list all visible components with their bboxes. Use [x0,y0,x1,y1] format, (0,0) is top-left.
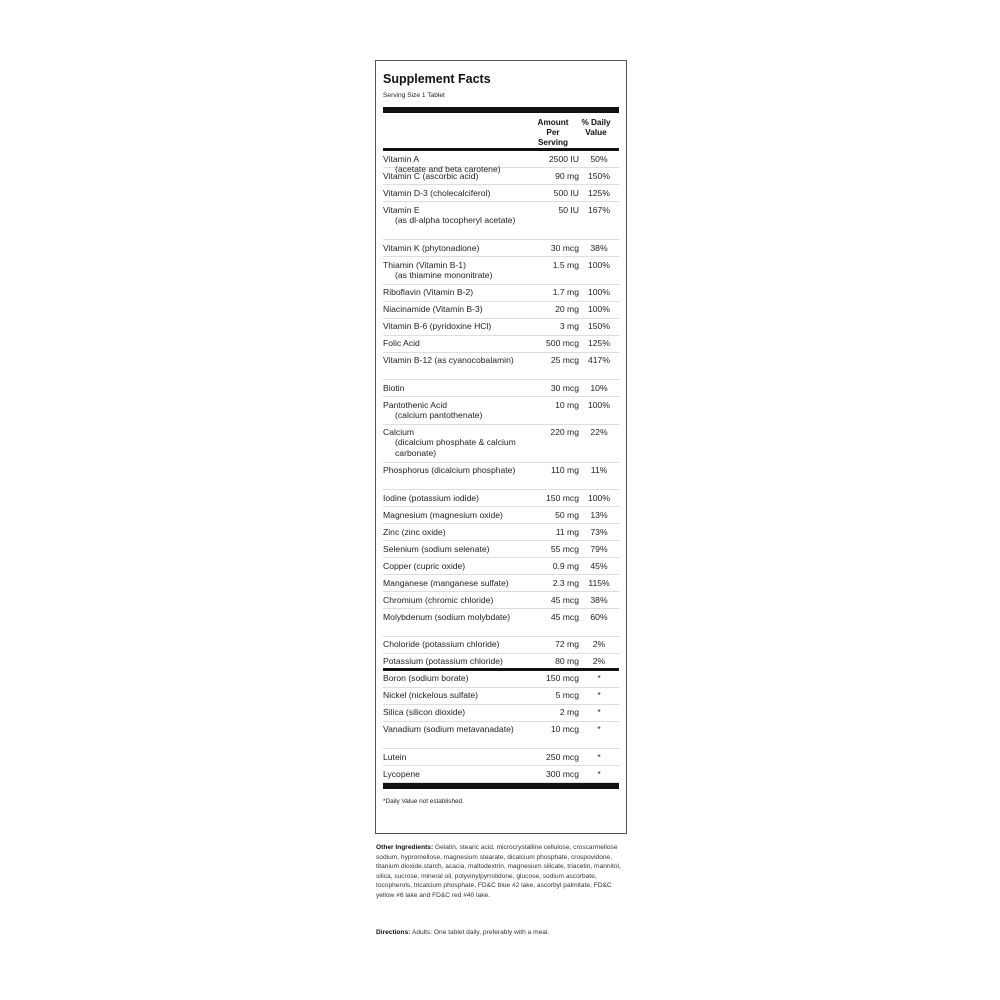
nutrient-name: Biotin [383,382,405,393]
nutrient-row [383,592,619,609]
nutrient-name: Calcium [383,427,415,437]
nutrient-amount: 90 mg [555,170,579,181]
nutrient-name-cell [383,578,537,592]
nutrient-name-cell [383,338,537,352]
nutrient-name-cell [383,205,537,240]
nutrient-amount: 10 mg [555,399,579,410]
nutrient-name-cell [383,752,537,766]
column-header [383,113,619,151]
nutrient-amount: 2 mg [559,707,579,717]
nutrient-name-cell [383,383,537,397]
nutrient-row [383,302,619,319]
nutrient-name-cell [383,561,537,575]
nutrient-name: Vitamin E [383,204,420,215]
nutrient-name-cell [383,724,537,748]
other-ingredients-label: Other Ingredients: [376,844,434,851]
nutrient-amount: 50 mg [555,509,579,520]
nutrient-row [383,240,619,257]
nutrient-daily-value: * [597,707,601,717]
nutrient-name: Boron (sodium borate) [383,673,469,683]
nutrient-name: Vanadium (sodium metavanadate) [383,724,514,734]
nutrient-source: (acetate and beta carotene) [395,163,501,174]
nutrient-name: Iodine (potassium iodide) [383,492,480,503]
nutrient-row [383,507,619,524]
nutrient-row [383,353,619,381]
nutrient-row [383,575,619,592]
nutrient-name: Lutein [383,751,407,762]
nutrient-name: Molybdenum (sodium molybdate) [383,611,511,622]
nutrient-row [383,425,619,463]
nutrient-amount: 5 mcg [555,690,579,700]
nutrient-name-cell [383,171,537,185]
nutrient-amount: 2.3 mg [552,577,579,588]
nutrient-amount: 500 mcg [546,338,579,348]
nutrient-name: Vitamin A [383,153,420,164]
nutrient-daily-value: 115% [588,577,610,588]
nutrient-daily-value: 100% [588,287,610,297]
nutrient-name-cell [383,690,537,704]
nutrient-row [383,151,619,174]
nutrient-row [383,654,619,671]
nutrient-name-cell [383,527,537,541]
nutrient-daily-value: 150% [588,170,610,181]
nutrient-name-cell [383,304,537,318]
nutrient-source: (as dl-alpha tocopheryl acetate) [395,214,516,225]
nutrient-amount: 55 mcg [550,543,579,554]
nutrient-name: Lycopene [383,768,420,779]
nutrient-name: Magnesium (magnesium oxide) [383,509,503,520]
nutrient-row [383,490,619,507]
nutrient-name: Potassium (potassium chloride) [383,656,503,666]
nutrient-daily-value: * [597,751,601,762]
nutrient-amount: 10 mcg [550,724,579,734]
nutrient-row [383,541,619,558]
nutrient-amount: 250 mcg [546,751,579,762]
directions [376,928,621,937]
nutrient-name: Thiamin (Vitamin B-1) [383,259,466,270]
nutrient-name-cell [383,153,537,174]
directions-label: Directions: [376,929,411,936]
nutrient-name-cell [383,769,537,783]
nutrient-amount: 25 mcg [550,355,579,365]
nutrient-name: Vitamin B-6 (pyridoxine HCl) [383,321,492,331]
nutrient-name-cell [383,321,537,335]
nutrient-name-cell [383,656,537,668]
nutrient-row [383,319,619,336]
nutrient-daily-value: 38% [590,594,608,605]
nutrient-daily-value: 125% [588,338,610,348]
nutrient-name: Phosphorus (dicalcium phosphate) [383,465,516,475]
nutrient-name-cell [383,400,537,424]
nutrient-row [383,185,619,202]
nutrient-daily-value: 125% [588,187,610,198]
nutrient-row [383,257,619,285]
nutrient-name: Vitamin D-3 (cholecalciferol) [383,187,491,198]
nutrient-name: Vitamin K (phytonadione) [383,242,480,253]
daily-value-header: % Daily Value [581,118,611,137]
nutrient-row [383,336,619,353]
nutrient-name: Manganese (manganese sulfate) [383,577,509,588]
nutrient-name: Riboflavin (Vitamin B-2) [383,287,474,297]
nutrient-amount: 0.9 mg [552,560,579,571]
bottom-divider-bar [383,783,619,789]
nutrient-row [383,285,619,302]
nutrient-row [383,749,619,766]
nutrient-daily-value: 2% [592,639,606,649]
supplement-facts-panel [375,60,627,834]
amount-header: Amount Per Serving [537,118,569,147]
other-ingredients [376,843,621,900]
nutrient-daily-value: 79% [590,543,608,554]
nutrient-daily-value: 22% [590,427,608,437]
nutrient-row [383,380,619,397]
nutrient-name-cell [383,612,537,636]
nutrient-name: Niacinamide (Vitamin B-3) [383,304,483,314]
nutrient-amount: 1.5 mg [552,259,579,270]
nutrient-daily-value: 150% [588,321,610,331]
nutrient-amount: 72 mg [555,639,579,649]
nutrient-source: (dicalcium phosphate & calcium carbonate) [395,437,516,458]
nutrient-name-cell [383,260,537,284]
nutrient-amount: 220 mg [550,427,579,437]
nutrient-name: Silica (silicon dioxide) [383,707,466,717]
nutrient-amount: 300 mcg [546,768,579,779]
nutrient-daily-value: 50% [590,153,608,164]
nutrient-source: (as thiamine mononitrate) [395,269,493,280]
nutrient-row [383,688,619,705]
nutrient-daily-value: 100% [588,304,610,314]
nutrient-row [383,168,619,185]
nutrient-amount: 2500 IU [548,153,579,164]
nutrient-row [383,397,619,425]
nutrient-row [383,609,619,637]
nutrient-name: Zinc (zinc oxide) [383,526,446,537]
nutrient-daily-value: 100% [588,259,610,270]
nutrient-row [383,671,619,688]
nutrient-name: Nickel (nickelous sulfate) [383,690,479,700]
nutrient-daily-value: * [597,673,601,683]
footnote: *Daily Value not established. [383,798,464,805]
nutrient-amount: 150 mcg [546,492,579,503]
nutrient-amount: 1.7 mg [552,287,579,297]
nutrient-name-cell [383,544,537,558]
nutrient-daily-value: 10% [590,382,608,393]
nutrient-source: (calcium pantothenate) [395,409,483,420]
nutrient-name: Copper (cupric oxide) [383,560,466,571]
nutrient-amount: 20 mg [555,304,579,314]
nutrient-name-cell [383,287,537,301]
nutrient-daily-value: 2% [592,656,606,666]
nutrient-amount: 45 mcg [550,611,579,622]
nutrient-name-cell [383,639,537,653]
nutrient-name: Vitamin C (ascorbic acid) [383,170,479,181]
nutrient-daily-value: 45% [590,560,608,571]
nutrient-name: Pantothenic Acid [383,399,448,410]
nutrient-name-cell [383,427,537,462]
nutrient-row [383,463,619,491]
nutrient-amount: 30 mcg [550,382,579,393]
directions-text: Adults: One tablet daily, preferably with a meal. [411,929,550,936]
nutrient-daily-value: * [597,768,601,779]
nutrient-name-cell [383,465,537,489]
nutrient-name-cell [383,510,537,524]
nutrient-daily-value: * [597,724,601,734]
nutrient-table [383,151,619,783]
panel-title: Supplement Facts [383,72,491,86]
nutrient-name-cell [383,673,537,687]
nutrient-daily-value: 38% [590,242,608,253]
nutrient-name: Vitamin B-12 (as cyanocobalamin) [383,355,514,365]
nutrient-name-cell [383,595,537,609]
nutrient-amount: 11 mg [555,526,579,537]
nutrient-amount: 80 mg [555,656,579,666]
nutrient-amount: 110 mg [550,465,579,475]
nutrient-name-cell [383,188,537,202]
nutrient-name: Folic Acid [383,338,420,348]
nutrient-name: Selenium (sodium selenate) [383,543,490,554]
nutrient-row [383,202,619,240]
nutrient-row [383,722,619,750]
nutrient-daily-value: 13% [590,509,608,520]
nutrient-amount: 45 mcg [550,594,579,605]
nutrient-amount: 150 mcg [546,673,579,683]
nutrient-name-cell [383,493,537,507]
nutrient-amount: 30 mcg [550,242,579,253]
nutrient-name: Chromium (chromic chloride) [383,594,494,605]
nutrient-daily-value: 100% [588,492,610,503]
other-ingredients-text: Gelatin, stearic acid, microcrystalline cellulose, croscarmellose sodium, hypromellose, magnesium stearate, dicalcium phosphate, crospovidone, titanium dioxide,starch, acacia, maltodextrin, magnesium silicate, triacetin, mannitol, silica, sucrose, mineral oil, polyvinylpyrrolidone, glucose, sodium ascorbate, tocopherols, tricalcium phosphate, FD&C blue #2 lake, ascorbyl palmitate, FD&C yellow #6 lake and FD&C red #40 lake. [376,844,621,899]
nutrient-amount: 500 IU [553,187,579,198]
nutrient-daily-value: 73% [590,526,608,537]
nutrient-daily-value: 100% [588,399,610,410]
nutrient-row [383,524,619,541]
nutrient-amount: 3 mg [559,321,579,331]
nutrient-daily-value: 60% [590,611,608,622]
nutrient-daily-value: 11% [590,465,608,475]
nutrient-name-cell [383,243,537,257]
nutrient-daily-value: 167% [588,204,610,215]
nutrient-daily-value: * [597,690,601,700]
nutrient-row [383,558,619,575]
nutrient-name-cell [383,707,537,721]
nutrient-row [383,705,619,722]
nutrient-name-cell [383,355,537,379]
serving-size: Serving Size 1 Tablet [383,92,445,99]
nutrient-row [383,766,619,783]
nutrient-amount: 50 IU [558,204,579,215]
nutrient-name: Choloride (potassium chloride) [383,639,500,649]
nutrient-row [383,637,619,654]
nutrient-daily-value: 417% [588,355,610,365]
